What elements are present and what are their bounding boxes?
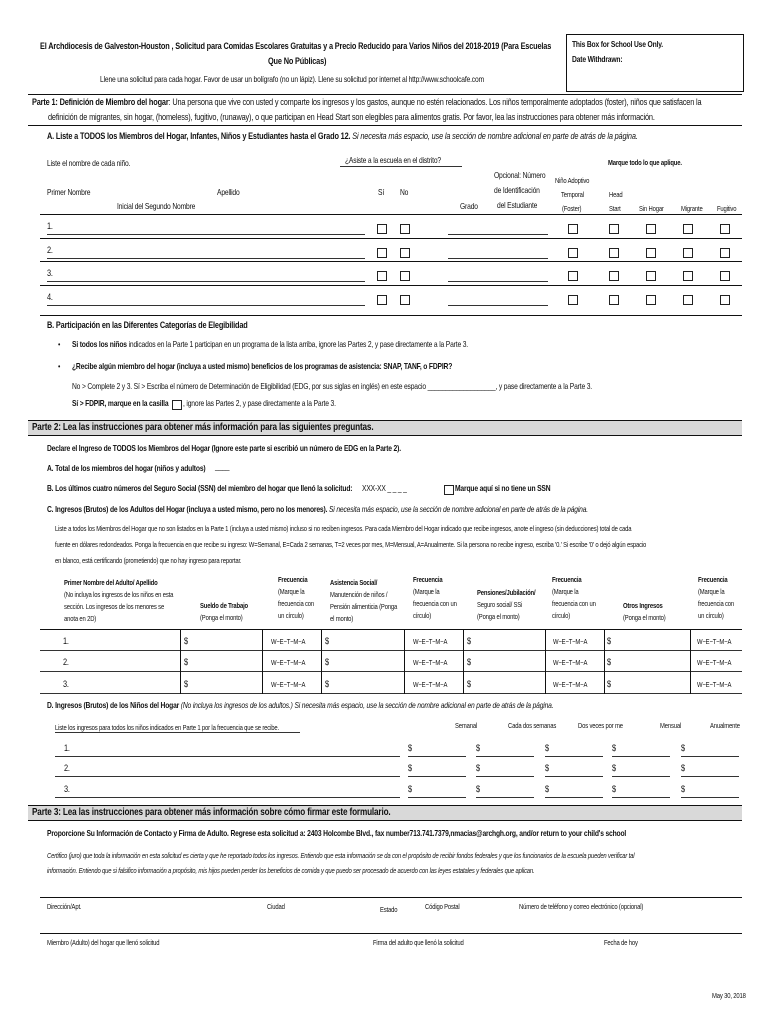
freq3-header-line: Frecuencia — [552, 575, 582, 584]
pension-header-line: Seguro social/ SSi — [477, 600, 523, 609]
dollar-sign: $ — [408, 743, 412, 753]
c-text-1: Liste a todos los Miembros del Hogar que no son listados en la Parte 1 (incluya a usted mismo) incluso si no reciben ingresos. Para cada Miembro del Hogar indicado que recibe ingresos, anote el ingreso (sin deducciones) total de cada — [55, 524, 632, 533]
form-subtitle: Llene una solicitud para cada hogar. Favor de usar un bolígrafo (no un lápiz). Llene su solicitud por internet al http://www.schoolcafe.com — [100, 75, 485, 84]
d-col-weekly: Semanal — [455, 721, 478, 730]
part2-declare: Declare el Ingreso de TODOS los Miembros del Hogar (Ignore este parte si escribió un número de EDG en la Parte 2). — [47, 444, 401, 453]
child-income-name-line[interactable] — [55, 756, 400, 757]
child-row-number: 2. — [47, 245, 53, 255]
c-heading: C. Ingresos (Brutos) de los Adultos del Hogar (incluya a usted mismo, pero no los menores). Si necesita más espacio, use la sección de nombre adicional en parte de atrás de la página. — [47, 505, 589, 514]
child-field[interactable] — [490, 234, 548, 235]
freq3-header-line: frecuencia con un — [552, 599, 596, 608]
frequency-options[interactable]: W−E−T−M−A — [271, 637, 306, 646]
b-no-line: No > Complete 2 y 3. Sí > Escriba el número de Determinación de Eligibilidad (EDG, por sus siglas en inglés) en este espacio ___________________, y pase directamente a la Parte 3. — [72, 382, 593, 391]
dollar-sign: $ — [476, 743, 480, 753]
child-income-field[interactable] — [545, 797, 603, 798]
adult-name-header-line: sección. Los ingresos de los menores se — [64, 602, 165, 611]
col-optional-1: Opcional: Número — [494, 171, 546, 180]
child-checkbox[interactable] — [683, 295, 693, 305]
dollar-sign: $ — [545, 784, 549, 794]
child-income-field[interactable] — [408, 797, 466, 798]
child-checkbox[interactable] — [720, 248, 730, 258]
child-checkbox[interactable] — [377, 224, 387, 234]
dollar-sign: $ — [184, 636, 188, 646]
col-no: No — [400, 188, 409, 197]
child-field[interactable] — [448, 281, 492, 282]
col-headstart-1: Head — [609, 190, 623, 199]
child-field[interactable] — [47, 305, 202, 306]
column-divider — [180, 630, 181, 694]
child-income-field[interactable] — [681, 776, 739, 777]
dollar-sign: $ — [607, 679, 611, 689]
child-income-field[interactable] — [612, 756, 670, 757]
form-title-line1: El Archdiocesis de Galveston-Houston , Solicitud para Comidas Escolares Gratuitas y a Precio Reducido para Varios Niños del 2018-2019 (Para Escuelas — [40, 41, 552, 51]
child-checkbox[interactable] — [400, 271, 410, 281]
child-field[interactable] — [47, 258, 202, 259]
dollar-sign: $ — [467, 679, 471, 689]
frequency-options[interactable]: W−E−T−M−A — [553, 658, 588, 667]
signature-label: Firma del adulto que llenó la solicitud — [373, 938, 464, 947]
dollar-sign: $ — [476, 784, 480, 794]
child-field[interactable] — [448, 258, 492, 259]
total-members-field[interactable]: ____ — [215, 462, 230, 471]
col-foster-3: (Foster) — [562, 204, 582, 213]
frequency-options[interactable]: W−E−T−M−A — [553, 637, 588, 646]
child-income-field[interactable] — [476, 776, 534, 777]
child-income-field[interactable] — [612, 776, 670, 777]
b-bullet1: Si todos los niños indicados en la Parte 1 participan en un programa de la lista arriba, ignore las Partes 2, y pase directamente a la Parte 3. — [72, 340, 468, 349]
child-checkbox[interactable] — [609, 248, 619, 258]
child-income-field[interactable] — [545, 756, 603, 757]
assistance-header-line: el monto) — [330, 614, 354, 623]
col-last-name: Apellido — [217, 188, 240, 197]
child-checkbox[interactable] — [720, 295, 730, 305]
freq2-header-line: (Marque la — [413, 587, 440, 596]
col-headstart-2: Start — [609, 204, 621, 213]
child-field[interactable] — [200, 281, 365, 282]
child-checkbox[interactable] — [720, 271, 730, 281]
d-col-twice-monthly: Dos veces por me — [578, 721, 623, 730]
dollar-sign: $ — [681, 763, 685, 773]
row-divider — [40, 261, 742, 262]
dollar-sign: $ — [184, 679, 188, 689]
other-income-header-line: (Ponga el monto) — [623, 613, 666, 622]
child-checkbox[interactable] — [609, 224, 619, 234]
adult-row-number: 2. — [63, 657, 69, 667]
child-field[interactable] — [448, 234, 492, 235]
child-field[interactable] — [490, 305, 548, 306]
child-income-field[interactable] — [612, 797, 670, 798]
child-checkbox[interactable] — [683, 271, 693, 281]
freq-header-line: (Marque la — [278, 587, 305, 596]
column-divider — [404, 630, 405, 694]
dollar-sign: $ — [467, 636, 471, 646]
d-list-underline — [55, 732, 300, 733]
dollar-sign: $ — [612, 743, 616, 753]
child-checkbox[interactable] — [646, 224, 656, 234]
phone-label: Número de teléfono y correo electrónico (opcional) — [519, 902, 644, 911]
child-checkbox[interactable] — [683, 224, 693, 234]
date-withdrawn-label: Date Withdrawn: — [572, 55, 623, 64]
certify-line-1: Certifico (juro) que toda la información en esta solicitud es cierta y que he reportado todos los ingresos. Entiendo que esta información se da con el propósito de recibir fondos federales y que los funcionarios de la escuela pueden verificar tal — [47, 851, 635, 860]
freq4-header-line: un círculo) — [698, 611, 724, 620]
assistance-header-line: Manutención de niños / — [330, 590, 388, 599]
frequency-options[interactable]: W−E−T−M−A — [413, 680, 448, 689]
part1-a-heading: A. Liste a TODOS los Miembros del Hogar, Infantes, Niños y Estudiantes hasta el Grado 12. Si necesita más espacio, use la sección de nombre adicional en parte de atrás de la página. — [47, 131, 638, 141]
dollar-sign: $ — [476, 763, 480, 773]
freq4-header-line: frecuencia con — [698, 599, 735, 608]
zip-label: Código Postal — [425, 902, 460, 911]
freq-header-line: frecuencia con — [278, 599, 315, 608]
part1-b-heading: B. Participación en las Diferentes Categorías de Elegibilidad — [47, 320, 248, 330]
date-label: Fecha de hoy — [604, 938, 638, 947]
child-income-field[interactable] — [681, 797, 739, 798]
adult-row-line — [40, 671, 742, 672]
total-members-label: A. Total de los miembros del hogar (niños y adultos) — [47, 464, 206, 473]
school-question: ¿Asiste a la escuela en el distrito? — [345, 156, 441, 165]
no-ssn-label: Marque aquí si no tiene un SSN — [455, 484, 551, 493]
col-optional-3: del Estudiante — [497, 201, 538, 210]
part3-provide: Proporcione Su Información de Contacto y Firma de Adulto. Regrese esta solicitud a: 2403 Holcombe Blvd., fax number713.741.7379,nmacias@archgh.org, and/or return to your child's school — [47, 829, 627, 838]
dollar-sign: $ — [545, 743, 549, 753]
child-income-field[interactable] — [476, 756, 534, 757]
city-label: Ciudad — [267, 902, 285, 911]
assistance-header-line: Pensión alimenticia (Ponga — [330, 602, 398, 611]
d-col-biweekly: Cada dos semanas — [508, 721, 557, 730]
dollar-sign: $ — [184, 657, 188, 667]
child-checkbox[interactable] — [646, 248, 656, 258]
child-checkbox[interactable] — [609, 295, 619, 305]
dollar-sign: $ — [681, 743, 685, 753]
c-text-2: fuente en dólares redondeados. Ponga la frecuencia en que recibe su ingreso: W=Semanal, E=Cada 2 semanas, T=2 veces por mes, M=Mensual, A=Anualmente. Si la persona no recibe ingreso, escriba '0.' Si escribe '0' o dejó algún espacio — [55, 540, 647, 549]
b-fdpir-line: Sí > FDPIR, marque en la casilla — [72, 399, 169, 408]
frequency-options[interactable]: W−E−T−M−A — [697, 658, 732, 667]
ssn-label: B. Los últimos cuatro números del Seguro Social (SSN) del miembro del hogar que llenó la solicitud: — [47, 484, 353, 493]
state-label: Estado — [380, 905, 398, 914]
frequency-options[interactable]: W−E−T−M−A — [697, 680, 732, 689]
pension-header-line: (Ponga el monto) — [477, 612, 520, 621]
child-income-field[interactable] — [545, 776, 603, 777]
dollar-sign: $ — [612, 763, 616, 773]
freq2-header-line: Frecuencia — [413, 575, 443, 584]
freq-header-line: un círculo) — [278, 611, 304, 620]
child-field[interactable] — [200, 258, 365, 259]
child-income-field[interactable] — [408, 756, 466, 757]
child-checkbox[interactable] — [609, 271, 619, 281]
child-checkbox[interactable] — [646, 295, 656, 305]
child-income-name-line[interactable] — [55, 797, 400, 798]
column-divider — [604, 630, 605, 694]
child-checkbox[interactable] — [377, 271, 387, 281]
member-label: Miembro (Adulto) del hogar que llenó solicitud — [47, 938, 160, 947]
column-divider — [262, 630, 263, 694]
child-checkbox[interactable] — [646, 271, 656, 281]
frequency-options[interactable]: W−E−T−M−A — [697, 637, 732, 646]
form-title-line2: Que No Públicas) — [268, 56, 327, 66]
child-checkbox[interactable] — [568, 271, 578, 281]
table-divider — [40, 629, 742, 630]
child-income-row-number: 2. — [64, 763, 70, 773]
frequency-options[interactable]: W−E−T−M−A — [271, 658, 306, 667]
child-row-number: 4. — [47, 292, 53, 302]
salary-header-line: (Ponga el monto) — [200, 613, 243, 622]
child-income-row-number: 1. — [64, 743, 70, 753]
child-field[interactable] — [47, 281, 202, 282]
freq2-header-line: círculo) — [413, 611, 432, 620]
dollar-sign: $ — [325, 679, 329, 689]
child-checkbox[interactable] — [377, 248, 387, 258]
adult-row-line — [40, 693, 742, 694]
child-income-name-line[interactable] — [55, 776, 400, 777]
col-first-name: Primer Nombre — [47, 188, 91, 197]
col-homeless: Sin Hogar — [639, 204, 664, 213]
freq3-header-line: (Marque la — [552, 587, 579, 596]
adult-row-number: 1. — [63, 636, 69, 646]
freq4-header-line: Frecuencia — [698, 575, 728, 584]
freq2-header-line: frecuencia con un — [413, 599, 457, 608]
child-field[interactable] — [448, 305, 492, 306]
col-foster-1: Niño Adoptivo — [555, 176, 590, 185]
child-income-field[interactable] — [408, 776, 466, 777]
frequency-options[interactable]: W−E−T−M−A — [271, 680, 306, 689]
child-checkbox[interactable] — [568, 248, 578, 258]
freq-header-line: Frecuencia — [278, 575, 308, 584]
b-fdpir-rest: , ignore las Partes 2, y pase directamente a la Parte 3. — [183, 399, 336, 408]
school-use-title: This Box for School Use Only. — [572, 40, 663, 49]
fdpir-checkbox[interactable] — [172, 400, 182, 410]
child-field[interactable] — [47, 234, 202, 235]
row-divider — [40, 214, 742, 215]
row-divider — [40, 238, 742, 239]
adult-row-number: 3. — [63, 679, 69, 689]
child-checkbox[interactable] — [400, 224, 410, 234]
pension-header-line: Pensiones/Jubilación/ — [477, 588, 536, 597]
child-checkbox[interactable] — [568, 295, 578, 305]
child-field[interactable] — [200, 305, 365, 306]
col-optional-2: de Identificación — [494, 186, 540, 195]
dollar-sign: $ — [607, 636, 611, 646]
freq3-header-line: círculo) — [552, 611, 571, 620]
d-col-annual: Anualmente — [710, 721, 740, 730]
col-migrant: Migrante — [681, 204, 703, 213]
d-list-label: Liste los ingresos para todos los niños indicados en Parte 1 por la frecuencia que se recibe. — [55, 723, 279, 732]
child-income-field[interactable] — [681, 756, 739, 757]
frequency-options[interactable]: W−E−T−M−A — [413, 658, 448, 667]
dollar-sign: $ — [612, 784, 616, 794]
child-row-number: 3. — [47, 268, 53, 278]
no-ssn-checkbox[interactable] — [444, 485, 454, 495]
footer-date: May 30, 2018 — [712, 991, 746, 1000]
adult-name-header-line: (No incluya los ingresos de los niños en esta — [64, 590, 174, 599]
dollar-sign: $ — [325, 657, 329, 667]
salary-header-line: Sueldo de Trabajo — [200, 601, 248, 610]
child-checkbox[interactable] — [400, 295, 410, 305]
bullet-icon: • — [58, 362, 61, 371]
d-heading: D. Ingresos (Brutos) de los Niños del Hogar (No incluya los ingresos de los adultos.) Si necesita más espacio, use la sección de nombre adicional en parte de atrás de la página. — [47, 701, 554, 710]
child-checkbox[interactable] — [683, 248, 693, 258]
col-grade: Grado — [460, 202, 478, 211]
dollar-sign: $ — [325, 636, 329, 646]
frequency-options[interactable]: W−E−T−M−A — [413, 637, 448, 646]
col-foster-2: Temporal — [561, 190, 584, 199]
certify-line-2: información. Entiendo que si falsifico información a propósito, mis hijos pueden perder los beneficios de comida y que puedo ser procesado de acuerdo con las leyes estatales y federales que aplican. — [47, 866, 535, 875]
row-divider — [40, 285, 742, 286]
freq4-header-line: (Marque la — [698, 587, 725, 596]
adult-name-header-line: anota en 2D) — [64, 614, 97, 623]
child-income-field[interactable] — [476, 797, 534, 798]
dollar-sign: $ — [607, 657, 611, 667]
child-row-number: 1. — [47, 221, 53, 231]
child-income-row-number: 3. — [64, 784, 70, 794]
part2-heading: Parte 2: Lea las instrucciones para obtener más información para las siguientes preguntas. — [32, 421, 374, 433]
part1-line1: Parte 1: Definición de Miembro del hogar: Una persona que vive con usted y comparte los ingresos y los gastos, aunque no estén relacionados. Los niños temporalmente adoptados (foster), niños que satisfacen la — [32, 97, 702, 107]
dollar-sign: $ — [467, 657, 471, 667]
column-divider — [690, 630, 691, 694]
child-field[interactable] — [490, 281, 548, 282]
adult-row-line — [40, 650, 742, 651]
child-checkbox[interactable] — [720, 224, 730, 234]
adult-name-header-line: Primer Nombre del Adulto/ Apellido — [64, 578, 158, 587]
dollar-sign: $ — [408, 763, 412, 773]
child-checkbox[interactable] — [400, 248, 410, 258]
bullet-icon: • — [58, 340, 61, 349]
c-text-3: en blanco, está certificando (prometiendo) que no hay ingreso para reportar. — [55, 556, 242, 565]
col-runaway: Fugitivo — [717, 204, 737, 213]
column-divider — [463, 630, 464, 694]
other-income-header-line: Otros Ingresos — [623, 601, 663, 610]
dollar-sign: $ — [408, 784, 412, 794]
ssn-field[interactable]: XXX-XX _ _ _ _ — [362, 484, 407, 493]
child-field[interactable] — [200, 234, 365, 235]
child-field[interactable] — [490, 258, 548, 259]
d-col-monthly: Mensual — [660, 721, 682, 730]
mark-all-label: Marque todo lo que aplique. — [608, 158, 682, 167]
assistance-header-line: Asistencia Social/ — [330, 578, 378, 587]
child-checkbox[interactable] — [568, 224, 578, 234]
column-divider — [321, 630, 322, 694]
part3-heading: Parte 3: Lea las instrucciones para obtener más información sobre cómo firmar este formulario. — [32, 806, 391, 818]
part1-line2: definición de migrantes, sin hogar, (homeless), fugitivo, (runaway), o que participan en Head Start son elegibles para alimentos gratis. Por favor, lea las instrucciones para obtener más información. — [48, 112, 655, 122]
child-checkbox[interactable] — [377, 295, 387, 305]
col-middle-initial: Inicial del Segundo Nombre — [117, 202, 196, 211]
list-names-label: Liste el nombre de cada niño. — [47, 159, 131, 168]
frequency-options[interactable]: W−E−T−M−A — [553, 680, 588, 689]
b-bullet2: ¿Recibe algún miembro del hogar (incluya a usted mismo) beneficios de los programas de asistencia: SNAP, TANF, o FDPIR? — [72, 362, 453, 371]
col-si: Sí — [378, 188, 385, 197]
address-label: Dirección/Apt. — [47, 902, 82, 911]
dollar-sign: $ — [545, 763, 549, 773]
dollar-sign: $ — [681, 784, 685, 794]
column-divider — [545, 630, 546, 694]
